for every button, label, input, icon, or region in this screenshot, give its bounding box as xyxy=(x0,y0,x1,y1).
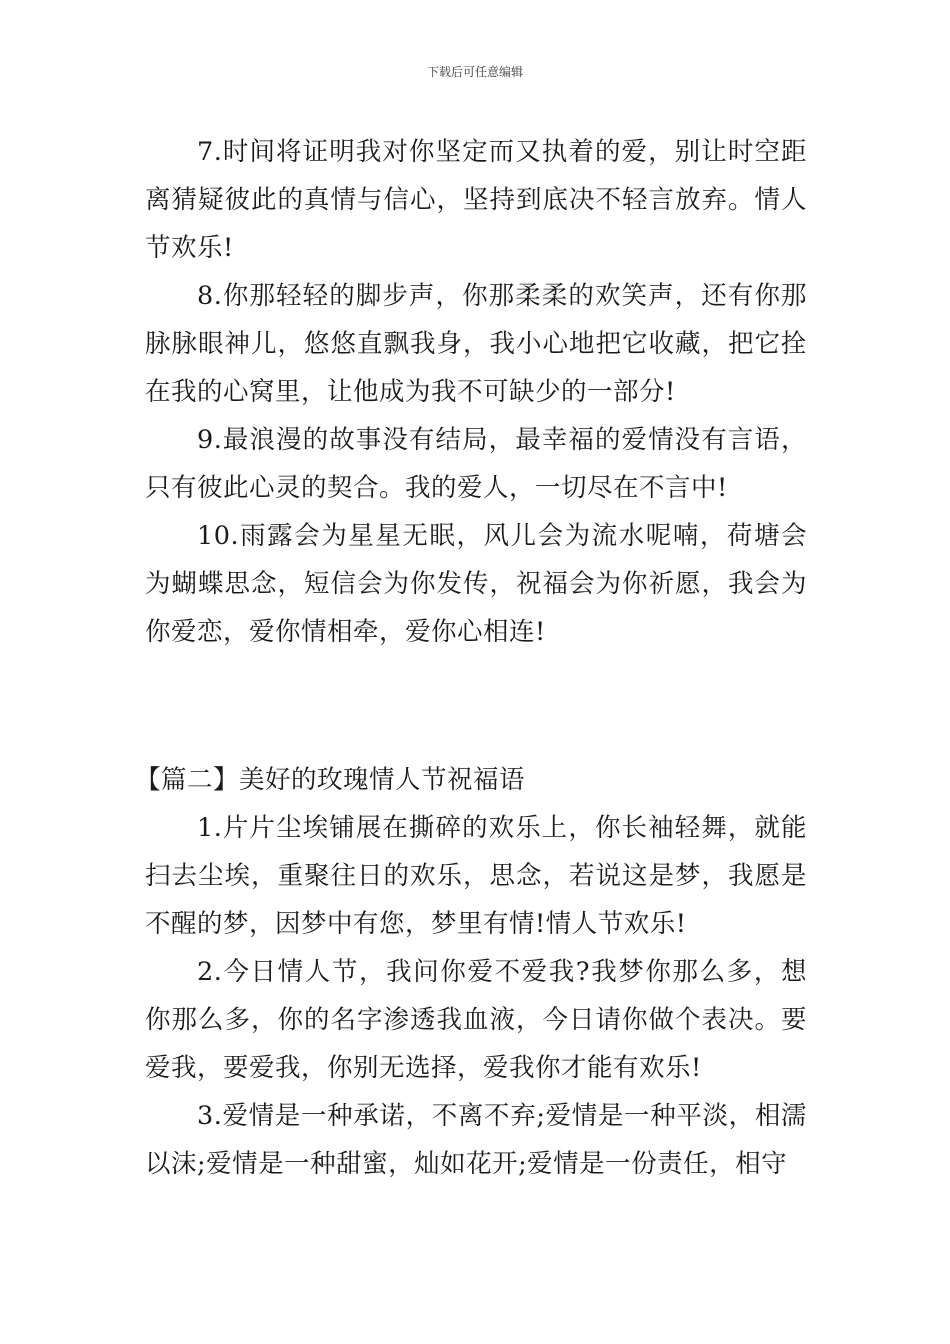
paragraph-7: 7.时间将证明我对你坚定而又执着的爱，别让时空距离猜疑彼此的真情与信心，坚持到底决不轻言放弃。情人节欢乐! xyxy=(145,137,807,263)
page-header-note: 下载后可任意编辑 xyxy=(426,65,523,79)
document-body xyxy=(135,128,807,1188)
section-1 xyxy=(145,128,807,656)
paragraph-1: 1.片片尘埃铺展在撕碎的欢乐上，你长袖轻舞，就能扫去尘埃，重聚往日的欢乐，思念，若说这是梦，我愿是不醒的梦，因梦中有您，梦里有情!情人节欢乐! xyxy=(145,813,807,939)
paragraph-8: 8.你那轻轻的脚步声，你那柔柔的欢笑声，还有你那脉脉眼神儿，悠悠直飘我身，我小心地把它收藏，把它拴在我的心窝里，让他成为我不可缺少的一部分! xyxy=(145,281,807,407)
paragraph-9: 9.最浪漫的故事没有结局，最幸福的爱情没有言语，只有彼此心灵的契合。我的爱人，一切尽在不言中! xyxy=(145,425,807,503)
section-title: 【篇二】美好的玫瑰情人节祝福语 xyxy=(135,765,526,795)
paragraph-3: 3.爱情是一种承诺，不离不弃;爱情是一种平淡，相濡以沫;爱情是一种甜蜜，灿如花开;爱情是一份责任，相守 xyxy=(145,1101,807,1179)
paragraph-10: 10.雨露会为星星无眠，风儿会为流水呢喃，荷塘会为蝴蝶思念，短信会为你发传，祝福会为你祈愿，我会为你爱恋，爱你情相牵，爱你心相连! xyxy=(145,521,807,647)
paragraph-2: 2.今日情人节，我问你爱不爱我?我梦你那么多，想你那么多，你的名字渗透我血液，今日请你做个表决。要爱我，要爱我，你别无选择，爱我你才能有欢乐! xyxy=(145,957,807,1083)
section-2 xyxy=(135,756,807,1188)
